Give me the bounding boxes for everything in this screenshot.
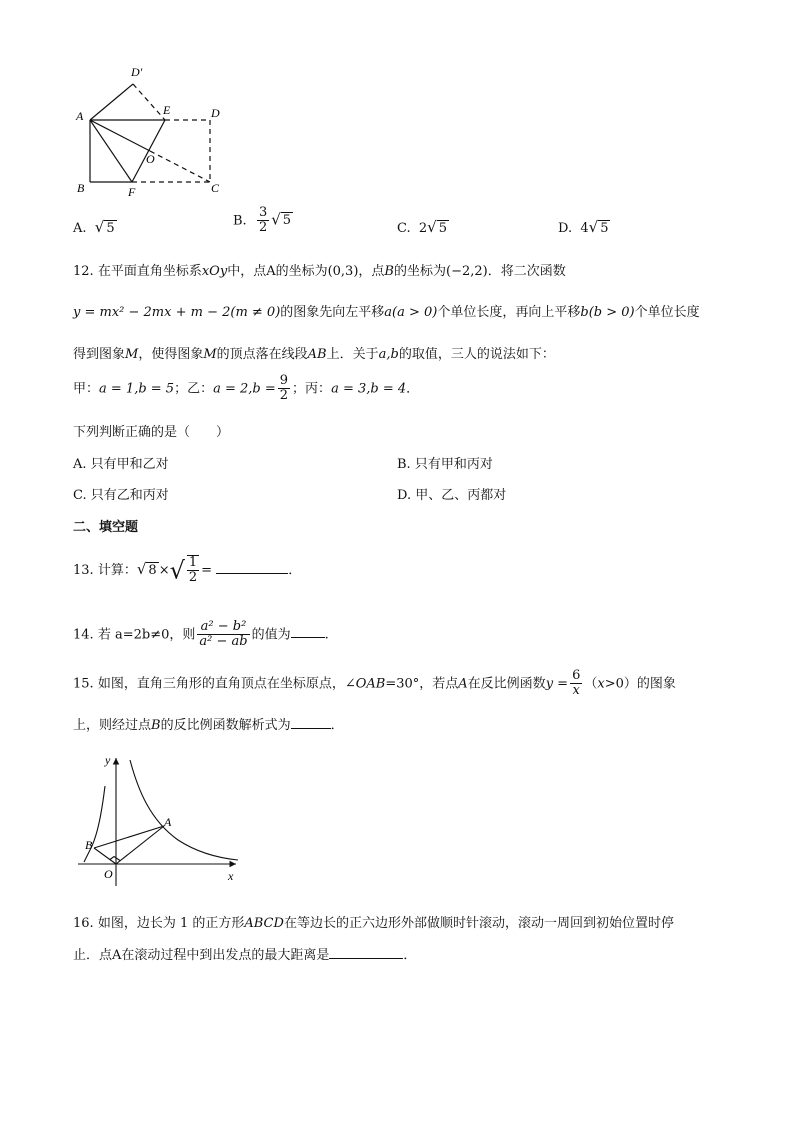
q12-line1: 12. 在平面直角坐标系xOy中，点A的坐标为(0,3)，点B的坐标为(−2,2)．将二次函数	[73, 264, 566, 279]
q12-line2: y = mx² − 2mx + m − 2(m ≠ 0)的图象先向左平移a(a > 0)个单位长度，再向上平移b(b > 0)个单位长度	[73, 305, 700, 320]
q11-option-a[interactable]: A. √ 5	[73, 218, 115, 236]
q16-line2: 止．点A在滚动过程中到出发点的最大距离是 ．	[73, 948, 417, 963]
label-E: E	[163, 103, 171, 117]
q15-answer-blank[interactable]	[291, 728, 331, 729]
label-C: C	[211, 181, 220, 195]
q14: 14. 若 a=2b≠0，则 $\frac{\text{a² − b²}}{\text{a² − ab}}$ 的值为 .	[73, 619, 329, 650]
q15-line2: 上，则经过点B的反比例函数解析式为 ．	[73, 718, 344, 733]
q13: 13. 计算：√ 8 ×√ $\frac{1}{2}$ = ．	[73, 555, 302, 586]
label-D-prime: D′	[131, 65, 143, 79]
label-O: O	[146, 152, 155, 166]
q12-option-c[interactable]: C. 只有乙和丙对	[73, 488, 169, 503]
q12-option-d[interactable]: D. 甲、乙、丙都对	[397, 488, 507, 503]
label-O: O	[104, 867, 113, 881]
q15-figure	[78, 750, 248, 890]
axis-label-y: y	[105, 753, 111, 767]
q12-line4: 甲：a = 1,b = 5；乙：a = 2,b = $\frac{9}{2}$ ；丙：a = 3,b = 4．	[73, 373, 420, 404]
label-B: B	[77, 181, 85, 195]
axis-label-x: x	[228, 869, 234, 883]
q11-option-b[interactable]: B. $\frac{3}{2}$ √ 5	[233, 205, 292, 236]
q11-option-c[interactable]: C. 2√ 5	[397, 218, 448, 236]
label-B: B	[85, 838, 93, 852]
q11-figure	[70, 62, 230, 202]
q16-answer-blank[interactable]	[329, 958, 403, 959]
label-A: A	[76, 109, 84, 123]
label-D: D	[211, 106, 220, 120]
q16-line1: 16. 如图，边长为 1 的正方形ABCD在等边长的正六边形外部做顺时针滚动，滚动一周回到初始位置时停	[73, 916, 674, 931]
q12-line3: 得到图象M，使得图象M的顶点落在线段AB上．关于a,b的取值，三人的说法如下：	[73, 347, 555, 362]
q12-option-b[interactable]: B. 只有甲和丙对	[397, 457, 493, 472]
q15-line1: 15. 如图，直角三角形的直角顶点在坐标原点，∠OAB=30°，若点A在反比例函数y = $\frac{6}{x}$ （x>0）的图象	[73, 668, 676, 699]
q12-option-a[interactable]: A. 只有甲和乙对	[73, 457, 169, 472]
q13-answer-blank[interactable]	[216, 573, 288, 574]
q14-answer-blank[interactable]	[291, 637, 325, 638]
section-heading-fill-in: 二、填空题	[73, 520, 139, 535]
q12-line5: 下列判断正确的是（ ）	[73, 425, 230, 440]
q11-option-d[interactable]: D. 4√ 5	[558, 218, 609, 236]
label-A: A	[164, 815, 172, 829]
label-F: F	[128, 185, 136, 199]
